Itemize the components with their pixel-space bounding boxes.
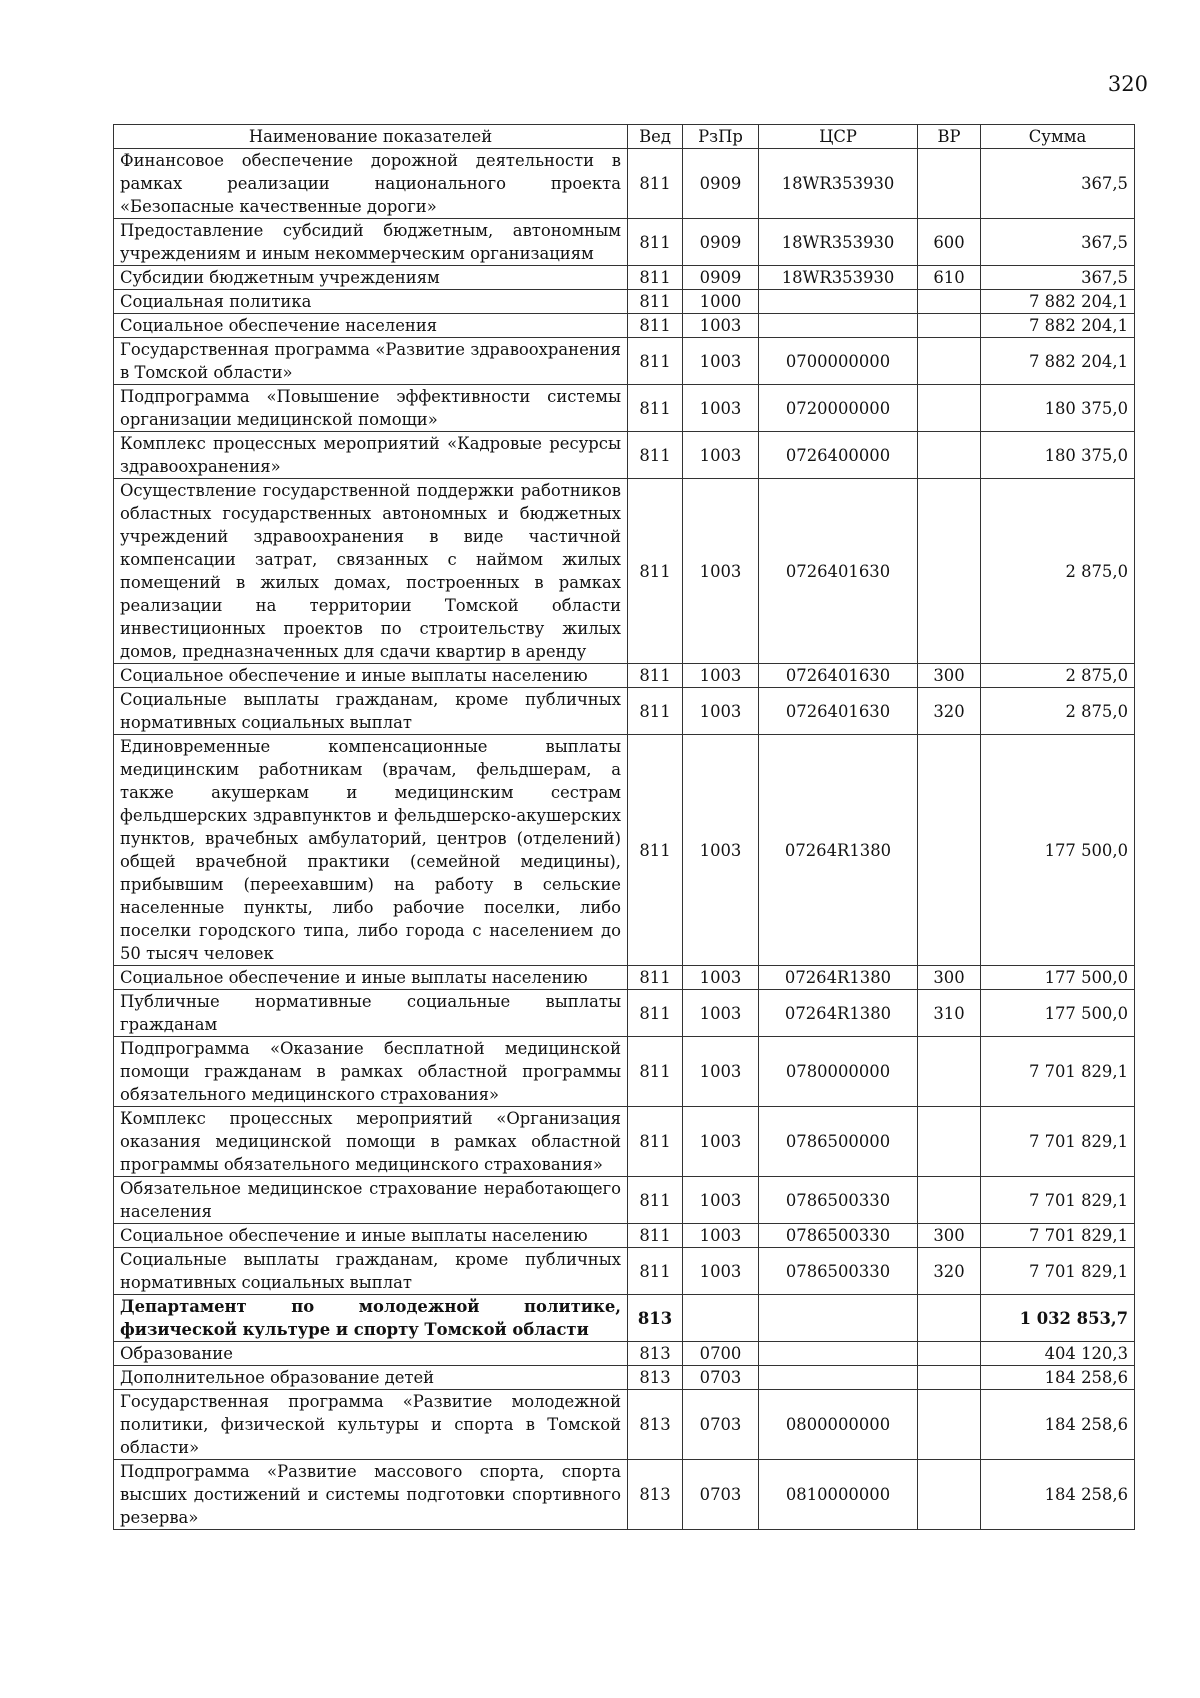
- cell-csr: 18WR353930: [759, 149, 918, 219]
- cell-vr: [918, 432, 981, 479]
- cell-rzpr: 0703: [683, 1460, 759, 1530]
- cell-csr: 0780000000: [759, 1037, 918, 1107]
- cell-vr: 610: [918, 266, 981, 290]
- cell-ved: 811: [628, 1107, 683, 1177]
- cell-sum: 180 375,0: [981, 385, 1135, 432]
- cell-rzpr: 1003: [683, 966, 759, 990]
- cell-rzpr: 1003: [683, 1107, 759, 1177]
- cell-vr: [918, 479, 981, 664]
- cell-name: Социальное обеспечение населения: [114, 314, 628, 338]
- cell-name: Департамент по молодежной политике, физической культуре и спорту Томской области: [114, 1295, 628, 1342]
- table-header-row: [114, 125, 1135, 149]
- cell-name: Дополнительное образование детей: [114, 1366, 628, 1390]
- cell-rzpr: 0700: [683, 1342, 759, 1366]
- cell-name: Комплекс процессных мероприятий «Кадровые ресурсы здравоохранения»: [114, 432, 628, 479]
- cell-csr: 18WR353930: [759, 266, 918, 290]
- table-body: [114, 149, 1135, 1530]
- cell-ved: 811: [628, 290, 683, 314]
- cell-ved: 811: [628, 385, 683, 432]
- cell-name: Подпрограмма «Повышение эффективности системы организации медицинской помощи»: [114, 385, 628, 432]
- table-row: [114, 314, 1135, 338]
- cell-ved: 813: [628, 1342, 683, 1366]
- table-row: [114, 385, 1135, 432]
- cell-name: Социальные выплаты гражданам, кроме публичных нормативных социальных выплат: [114, 1248, 628, 1295]
- cell-ved: 813: [628, 1366, 683, 1390]
- cell-rzpr: 0703: [683, 1366, 759, 1390]
- cell-vr: 320: [918, 1248, 981, 1295]
- cell-csr: 0720000000: [759, 385, 918, 432]
- cell-rzpr: 1003: [683, 314, 759, 338]
- cell-name: Обязательное медицинское страхование неработающего населения: [114, 1177, 628, 1224]
- table-row: [114, 1107, 1135, 1177]
- table-row: [114, 1037, 1135, 1107]
- cell-csr: 0810000000: [759, 1460, 918, 1530]
- table-row: [114, 735, 1135, 966]
- cell-rzpr: 1003: [683, 479, 759, 664]
- cell-ved: 811: [628, 1224, 683, 1248]
- cell-ved: 811: [628, 266, 683, 290]
- table-row: [114, 266, 1135, 290]
- cell-rzpr: 1003: [683, 990, 759, 1037]
- cell-csr: 0800000000: [759, 1390, 918, 1460]
- cell-sum: 177 500,0: [981, 966, 1135, 990]
- cell-sum: 7 701 829,1: [981, 1037, 1135, 1107]
- cell-name: Государственная программа «Развитие молодежной политики, физической культуры и спорта в Томской области»: [114, 1390, 628, 1460]
- cell-vr: [918, 1460, 981, 1530]
- cell-csr: 18WR353930: [759, 219, 918, 266]
- table-row: [114, 290, 1135, 314]
- cell-name: Публичные нормативные социальные выплаты гражданам: [114, 990, 628, 1037]
- cell-ved: 811: [628, 966, 683, 990]
- header-sum: Сумма: [981, 125, 1135, 149]
- cell-name: Социальное обеспечение и иные выплаты населению: [114, 1224, 628, 1248]
- cell-sum: 184 258,6: [981, 1390, 1135, 1460]
- cell-sum: 180 375,0: [981, 432, 1135, 479]
- cell-sum: 7 701 829,1: [981, 1177, 1135, 1224]
- cell-rzpr: 1003: [683, 664, 759, 688]
- table-row: [114, 1390, 1135, 1460]
- cell-csr: 0726401630: [759, 688, 918, 735]
- header-csr: ЦСР: [759, 125, 918, 149]
- table-row: [114, 664, 1135, 688]
- cell-name: Предоставление субсидий бюджетным, автономным учреждениям и иным некоммерческим организациям: [114, 219, 628, 266]
- cell-rzpr: 1003: [683, 688, 759, 735]
- budget-table: [113, 124, 1135, 1530]
- cell-ved: 813: [628, 1460, 683, 1530]
- cell-vr: [918, 1390, 981, 1460]
- cell-csr: 07264R1380: [759, 735, 918, 966]
- cell-name: Социальная политика: [114, 290, 628, 314]
- cell-name: Подпрограмма «Оказание бесплатной медицинской помощи гражданам в рамках областной программы обязательного медицинского страхования»: [114, 1037, 628, 1107]
- table-row: [114, 1177, 1135, 1224]
- cell-sum: 2 875,0: [981, 664, 1135, 688]
- cell-ved: 813: [628, 1295, 683, 1342]
- cell-vr: [918, 1342, 981, 1366]
- cell-vr: [918, 314, 981, 338]
- cell-vr: 300: [918, 1224, 981, 1248]
- cell-ved: 811: [628, 338, 683, 385]
- cell-ved: 811: [628, 990, 683, 1037]
- cell-sum: 184 258,6: [981, 1460, 1135, 1530]
- cell-sum: 177 500,0: [981, 735, 1135, 966]
- cell-sum: 1 032 853,7: [981, 1295, 1135, 1342]
- cell-sum: 2 875,0: [981, 479, 1135, 664]
- cell-csr: [759, 290, 918, 314]
- cell-vr: 320: [918, 688, 981, 735]
- cell-csr: 0726400000: [759, 432, 918, 479]
- table-row: [114, 688, 1135, 735]
- table-row: [114, 149, 1135, 219]
- cell-sum: 367,5: [981, 149, 1135, 219]
- cell-vr: [918, 338, 981, 385]
- table-row: [114, 1295, 1135, 1342]
- header-name: Наименование показателей: [114, 125, 628, 149]
- cell-sum: 7 701 829,1: [981, 1248, 1135, 1295]
- cell-sum: 7 882 204,1: [981, 290, 1135, 314]
- cell-rzpr: 1003: [683, 1177, 759, 1224]
- cell-ved: 811: [628, 1037, 683, 1107]
- cell-vr: 300: [918, 664, 981, 688]
- cell-rzpr: 1003: [683, 1248, 759, 1295]
- cell-name: Осуществление государственной поддержки работников областных государственных автономных и бюджетных учреждений здравоохранения в виде частичной компенсации затрат, связанных с наймом жилых помещений в жилых домах, построенных в рамках реализации на территории Томской области инвестиционных проектов по строительству жилых домов, предназначенных для сдачи квартир в аренду: [114, 479, 628, 664]
- cell-csr: 0726401630: [759, 479, 918, 664]
- cell-vr: 300: [918, 966, 981, 990]
- cell-name: Социальные выплаты гражданам, кроме публичных нормативных социальных выплат: [114, 688, 628, 735]
- cell-rzpr: 1003: [683, 432, 759, 479]
- cell-ved: 811: [628, 432, 683, 479]
- cell-ved: 813: [628, 1390, 683, 1460]
- table-row: [114, 1460, 1135, 1530]
- cell-ved: 811: [628, 1248, 683, 1295]
- cell-vr: [918, 735, 981, 966]
- cell-ved: 811: [628, 479, 683, 664]
- cell-rzpr: 0909: [683, 149, 759, 219]
- cell-csr: 07264R1380: [759, 966, 918, 990]
- cell-sum: 367,5: [981, 219, 1135, 266]
- page-number: 320: [1107, 72, 1148, 96]
- cell-ved: 811: [628, 688, 683, 735]
- cell-vr: [918, 1295, 981, 1342]
- cell-csr: 0786500330: [759, 1224, 918, 1248]
- cell-rzpr: 1003: [683, 385, 759, 432]
- cell-sum: 7 701 829,1: [981, 1107, 1135, 1177]
- cell-rzpr: 1003: [683, 1224, 759, 1248]
- cell-vr: [918, 290, 981, 314]
- cell-name: Единовременные компенсационные выплаты медицинским работникам (врачам, фельдшерам, а также акушеркам и медицинским сестрам фельдшерских здравпунктов и фельдшерско-акушерских пунктов, врачебных амбулаторий, центров (отделений) общей врачебной практики (семейной медицины), прибывшим (переехавшим) на работу в сельские населенные пункты, либо рабочие поселки, либо поселки городского типа, либо города с населением до 50 тысяч человек: [114, 735, 628, 966]
- table-row: [114, 432, 1135, 479]
- header-vr: ВР: [918, 125, 981, 149]
- cell-ved: 811: [628, 1177, 683, 1224]
- cell-sum: 7 882 204,1: [981, 338, 1135, 385]
- cell-rzpr: 0909: [683, 266, 759, 290]
- cell-sum: 367,5: [981, 266, 1135, 290]
- cell-csr: 0786500330: [759, 1177, 918, 1224]
- cell-name: Образование: [114, 1342, 628, 1366]
- table-row: [114, 219, 1135, 266]
- cell-ved: 811: [628, 735, 683, 966]
- cell-csr: [759, 314, 918, 338]
- cell-sum: 7 701 829,1: [981, 1224, 1135, 1248]
- cell-csr: [759, 1295, 918, 1342]
- cell-name: Государственная программа «Развитие здравоохранения в Томской области»: [114, 338, 628, 385]
- cell-vr: [918, 1037, 981, 1107]
- cell-ved: 811: [628, 664, 683, 688]
- header-rzpr: РзПр: [683, 125, 759, 149]
- table-row: [114, 1224, 1135, 1248]
- cell-sum: 177 500,0: [981, 990, 1135, 1037]
- cell-name: Субсидии бюджетным учреждениям: [114, 266, 628, 290]
- cell-ved: 811: [628, 219, 683, 266]
- table-row: [114, 479, 1135, 664]
- cell-name: Социальное обеспечение и иные выплаты населению: [114, 664, 628, 688]
- cell-rzpr: 1003: [683, 1037, 759, 1107]
- header-ved: Вед: [628, 125, 683, 149]
- cell-csr: [759, 1342, 918, 1366]
- cell-ved: 811: [628, 314, 683, 338]
- cell-rzpr: 0703: [683, 1390, 759, 1460]
- cell-name: Комплекс процессных мероприятий «Организация оказания медицинской помощи в рамках областной программы обязательного медицинского страхования»: [114, 1107, 628, 1177]
- table-row: [114, 338, 1135, 385]
- cell-vr: [918, 149, 981, 219]
- cell-vr: 310: [918, 990, 981, 1037]
- cell-csr: [759, 1366, 918, 1390]
- cell-vr: [918, 1177, 981, 1224]
- cell-rzpr: 1003: [683, 735, 759, 966]
- cell-sum: 404 120,3: [981, 1342, 1135, 1366]
- table-row: [114, 990, 1135, 1037]
- cell-name: Финансовое обеспечение дорожной деятельности в рамках реализации национального проекта «Безопасные качественные дороги»: [114, 149, 628, 219]
- cell-csr: 0726401630: [759, 664, 918, 688]
- cell-sum: 2 875,0: [981, 688, 1135, 735]
- cell-csr: 07264R1380: [759, 990, 918, 1037]
- table-row: [114, 1342, 1135, 1366]
- table-row: [114, 1366, 1135, 1390]
- cell-csr: 0786500330: [759, 1248, 918, 1295]
- cell-vr: [918, 1366, 981, 1390]
- cell-vr: 600: [918, 219, 981, 266]
- cell-rzpr: 1000: [683, 290, 759, 314]
- cell-csr: 0700000000: [759, 338, 918, 385]
- cell-name: Социальное обеспечение и иные выплаты населению: [114, 966, 628, 990]
- cell-name: Подпрограмма «Развитие массового спорта, спорта высших достижений и системы подготовки спортивного резерва»: [114, 1460, 628, 1530]
- cell-sum: 184 258,6: [981, 1366, 1135, 1390]
- cell-rzpr: [683, 1295, 759, 1342]
- cell-rzpr: 0909: [683, 219, 759, 266]
- cell-csr: 0786500000: [759, 1107, 918, 1177]
- cell-rzpr: 1003: [683, 338, 759, 385]
- cell-vr: [918, 385, 981, 432]
- cell-vr: [918, 1107, 981, 1177]
- table-row: [114, 966, 1135, 990]
- cell-sum: 7 882 204,1: [981, 314, 1135, 338]
- table-row: [114, 1248, 1135, 1295]
- cell-ved: 811: [628, 149, 683, 219]
